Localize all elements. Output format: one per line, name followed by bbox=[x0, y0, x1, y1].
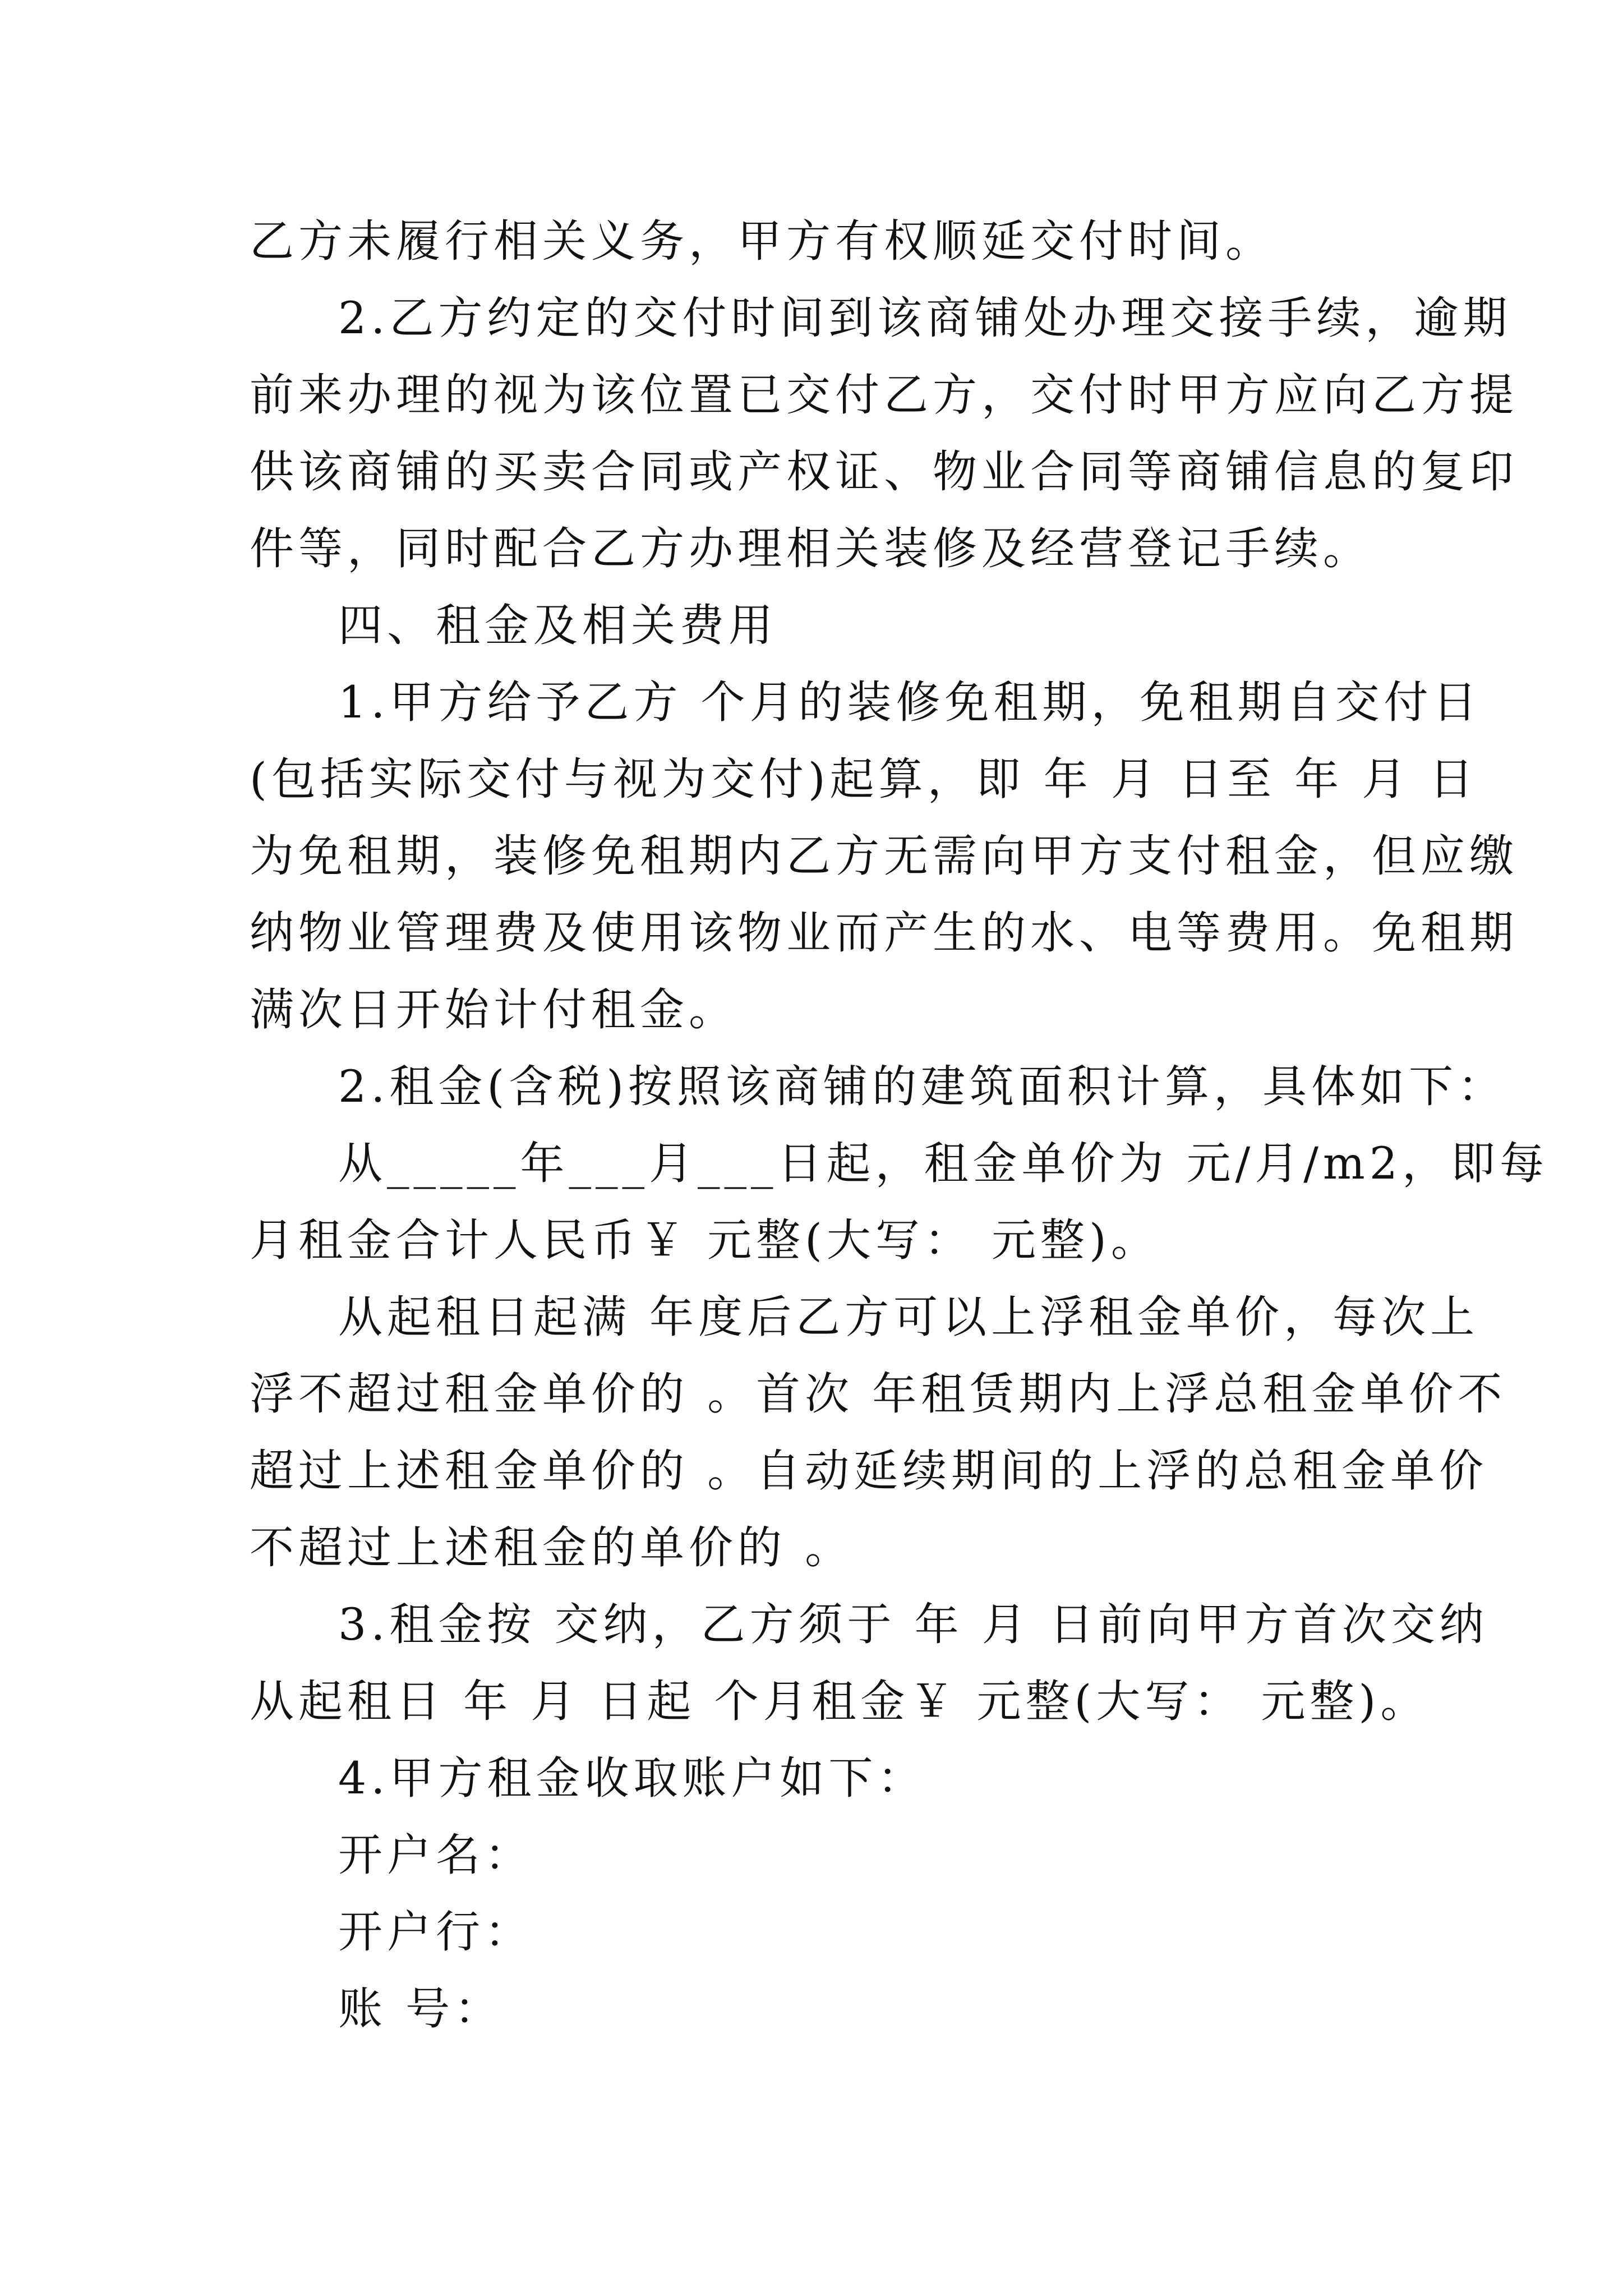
text-line: 件等，同时配合乙方办理相关装修及经营登记手续。 bbox=[250, 523, 1372, 574]
document-body bbox=[250, 203, 1549, 2047]
text-line: 2.租金(含税)按照该商铺的建筑面积计算，具体如下： bbox=[338, 1061, 1507, 1112]
text-line: 从起租日起满 年度后乙方可以上浮租金单价，每次上 bbox=[338, 1291, 1479, 1343]
text-line: 2.乙方约定的交付时间到该商铺处办理交接手续，逾期 bbox=[338, 292, 1512, 344]
text-line: 浮不超过租金单价的 。首次 年租赁期内上浮总租金单价不 bbox=[250, 1368, 1507, 1420]
text-line: 不超过上述租金的单价的 。 bbox=[250, 1522, 854, 1573]
text-line: 前来办理的视为该位置已交付乙方，交付时甲方应向乙方提 bbox=[250, 369, 1518, 421]
text-line: 从起租日 年 月 日起 个月租金￥ 元整(大写： 元整)。 bbox=[250, 1676, 1430, 1727]
text-line: 满次日开始计付租金。 bbox=[250, 984, 737, 1036]
text-line: 月租金合计人民币￥ 元整(大写： 元整)。 bbox=[250, 1214, 1160, 1266]
text-line: 从_____年___月___日起，租金单价为 元/月/m2，即每 bbox=[338, 1138, 1549, 1189]
text-line: 乙方未履行相关义务，甲方有权顺延交付时间。 bbox=[250, 215, 1274, 267]
account-number-label: 账 号： bbox=[338, 1983, 504, 2035]
text-line: 超过上述租金单价的 。自动延续期间的上浮的总租金单价 bbox=[250, 1445, 1488, 1497]
bank-label: 开户行： bbox=[338, 1906, 533, 1958]
text-line: 1.甲方给予乙方 个月的装修免租期，免租期自交付日 bbox=[338, 677, 1482, 728]
text-line: 纳物业管理费及使用该物业而产生的水、电等费用。免租期 bbox=[250, 907, 1518, 959]
section-heading: 四、租金及相关费用 bbox=[338, 600, 777, 651]
text-line: 为免租期，装修免租期内乙方无需向甲方支付租金，但应缴 bbox=[250, 830, 1518, 882]
text-line: 3.租金按 交纳，乙方须于 年 月 日前向甲方首次交纳 bbox=[338, 1599, 1488, 1650]
text-line: 4.甲方租金收取账户如下： bbox=[338, 1752, 926, 1804]
text-line: 供该商铺的买卖合同或产权证、物业合同等商铺信息的复印 bbox=[250, 446, 1518, 498]
account-name-label: 开户名： bbox=[338, 1829, 533, 1881]
text-line: (包括实际交付与视为交付)起算，即 年 月 日至 年 月 日 bbox=[250, 753, 1478, 805]
